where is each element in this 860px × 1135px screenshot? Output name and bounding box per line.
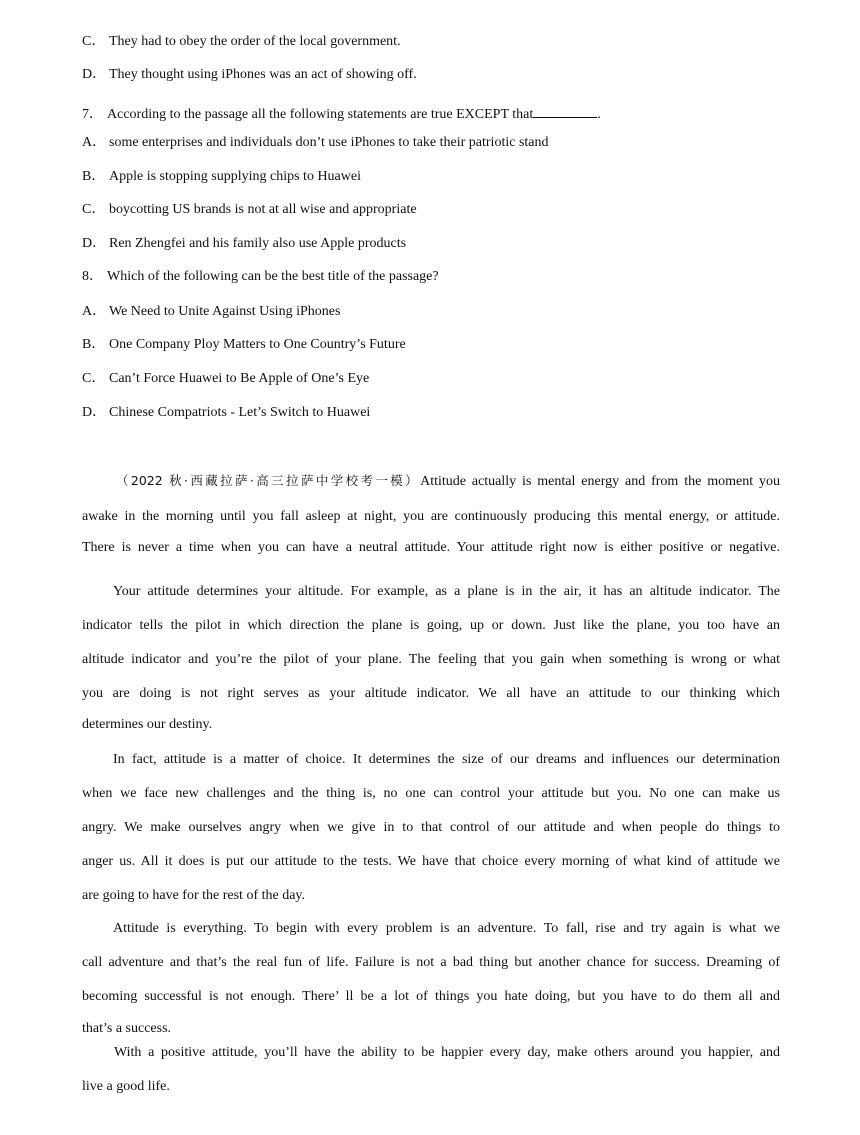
option-letter: D．: [82, 405, 107, 420]
paragraph-line: Your attitude determines your altitude. For example, as a plane is in the air, it has an altitude indicator. The: [113, 584, 780, 599]
option-letter: A．: [82, 135, 107, 150]
question-end-mark: .: [597, 107, 601, 122]
paragraph-line: live a good life.: [82, 1079, 170, 1094]
option-text: boycotting US brands is not at all wise and appropriate: [109, 202, 417, 217]
passage-paragraph-5: [82, 1044, 780, 1096]
option-text: We Need to Unite Against Using iPhones: [109, 304, 341, 319]
question-8-option-b[interactable]: [82, 336, 406, 354]
option-letter: D．: [82, 67, 107, 82]
answer-blank: [533, 104, 597, 118]
paragraph-line: call adventure and that’s the real fun of life. Failure is not a bad thing but another chance for success. Dreaming of: [82, 955, 780, 970]
question-8-stem: [82, 268, 439, 286]
question-text: Which of the following can be the best title of the passage?: [107, 269, 439, 284]
question-8-option-a[interactable]: [82, 303, 340, 321]
option-c[interactable]: [82, 33, 401, 51]
option-text: Chinese Compatriots - Let’s Switch to Huawei: [109, 405, 371, 420]
question-8-option-c[interactable]: [82, 370, 369, 388]
source-label: （2022 秋·西藏拉萨·高三拉萨中学校考一模）: [116, 473, 421, 488]
paragraph-line: determines our destiny.: [82, 717, 213, 732]
question-7-option-b[interactable]: [82, 168, 361, 186]
question-7-stem: [82, 104, 601, 124]
paragraph-line: Attitude is everything. To begin with every problem is an adventure. To fall, rise and try again is what we: [113, 921, 780, 936]
paragraph-line: angry. We make ourselves angry when we give in to that control of our attitude and when people do things to: [82, 820, 780, 835]
option-letter: C．: [82, 34, 106, 49]
option-letter: B．: [82, 169, 106, 184]
paragraph-line: you are doing is not right serves as your altitude indicator. We all have an attitude to our thinking which: [82, 686, 780, 701]
option-text: Can’t Force Huawei to Be Apple of One’s Eye: [109, 371, 370, 386]
paragraph-line: anger us. All it does is put our attitude to the tests. We have that choice every morning of what kind of attitude we: [82, 854, 780, 869]
paragraph-line: when we face new challenges and the thing is, no one can control your attitude but you. No one can make us: [82, 786, 780, 801]
option-letter: C．: [82, 371, 106, 386]
option-text: They thought using iPhones was an act of showing off.: [109, 67, 417, 82]
question-text: According to the passage all the following statements are true EXCEPT that: [107, 107, 534, 122]
option-text: One Company Ploy Matters to One Country’s Future: [109, 337, 406, 352]
question-number: 7．: [82, 107, 103, 122]
paragraph-line: awake in the morning until you fall asleep at night, you are continuously producing this mental energy, or attitude.: [82, 509, 780, 524]
passage-paragraph-1: [82, 471, 780, 557]
option-d[interactable]: [82, 66, 417, 84]
option-text: They had to obey the order of the local government.: [109, 34, 401, 49]
paragraph-line: becoming successful is not enough. There’ ll be a lot of things you hate doing, but you have to do them all and: [82, 989, 780, 1004]
paragraph-line: altitude indicator and you’re the pilot of your plane. The feeling that you gain when something is wrong or what: [82, 652, 780, 667]
paragraph-line: indicator tells the pilot in which direction the plane is going, up or down. Just like the plane, you too have an: [82, 618, 780, 633]
paragraph-line: [82, 471, 780, 492]
passage-paragraph-3: [82, 743, 780, 913]
paragraph-line: With a positive attitude, you’ll have the ability to be happier every day, make others around you happier, and: [114, 1045, 780, 1060]
paragraph-text: Attitude actually is mental energy and from the moment you: [420, 474, 780, 489]
option-text: Apple is stopping supplying chips to Huawei: [109, 169, 361, 184]
passage-paragraph-2: [82, 575, 780, 739]
option-text: Ren Zhengfei and his family also use Apple products: [109, 236, 407, 251]
option-letter: A．: [82, 304, 107, 319]
paragraph-line: that’s a success.: [82, 1021, 172, 1036]
paragraph-line: There is never a time when you can have a neutral attitude. Your attitude right now is either positive or negative.: [82, 540, 780, 555]
option-text: some enterprises and individuals don’t use iPhones to take their patriotic stand: [109, 135, 549, 150]
paragraph-line: are going to have for the rest of the day.: [82, 888, 306, 903]
option-letter: C．: [82, 202, 106, 217]
paragraph-line: In fact, attitude is a matter of choice. It determines the size of our dreams and influences our determination: [113, 752, 780, 767]
option-letter: D．: [82, 236, 107, 251]
question-7-option-a[interactable]: [82, 134, 549, 152]
question-7-option-c[interactable]: [82, 201, 417, 219]
question-7-option-d[interactable]: [82, 235, 406, 253]
question-number: 8．: [82, 269, 103, 284]
question-8-option-d[interactable]: [82, 404, 370, 422]
option-letter: B．: [82, 337, 106, 352]
passage-paragraph-4: [82, 912, 780, 1044]
